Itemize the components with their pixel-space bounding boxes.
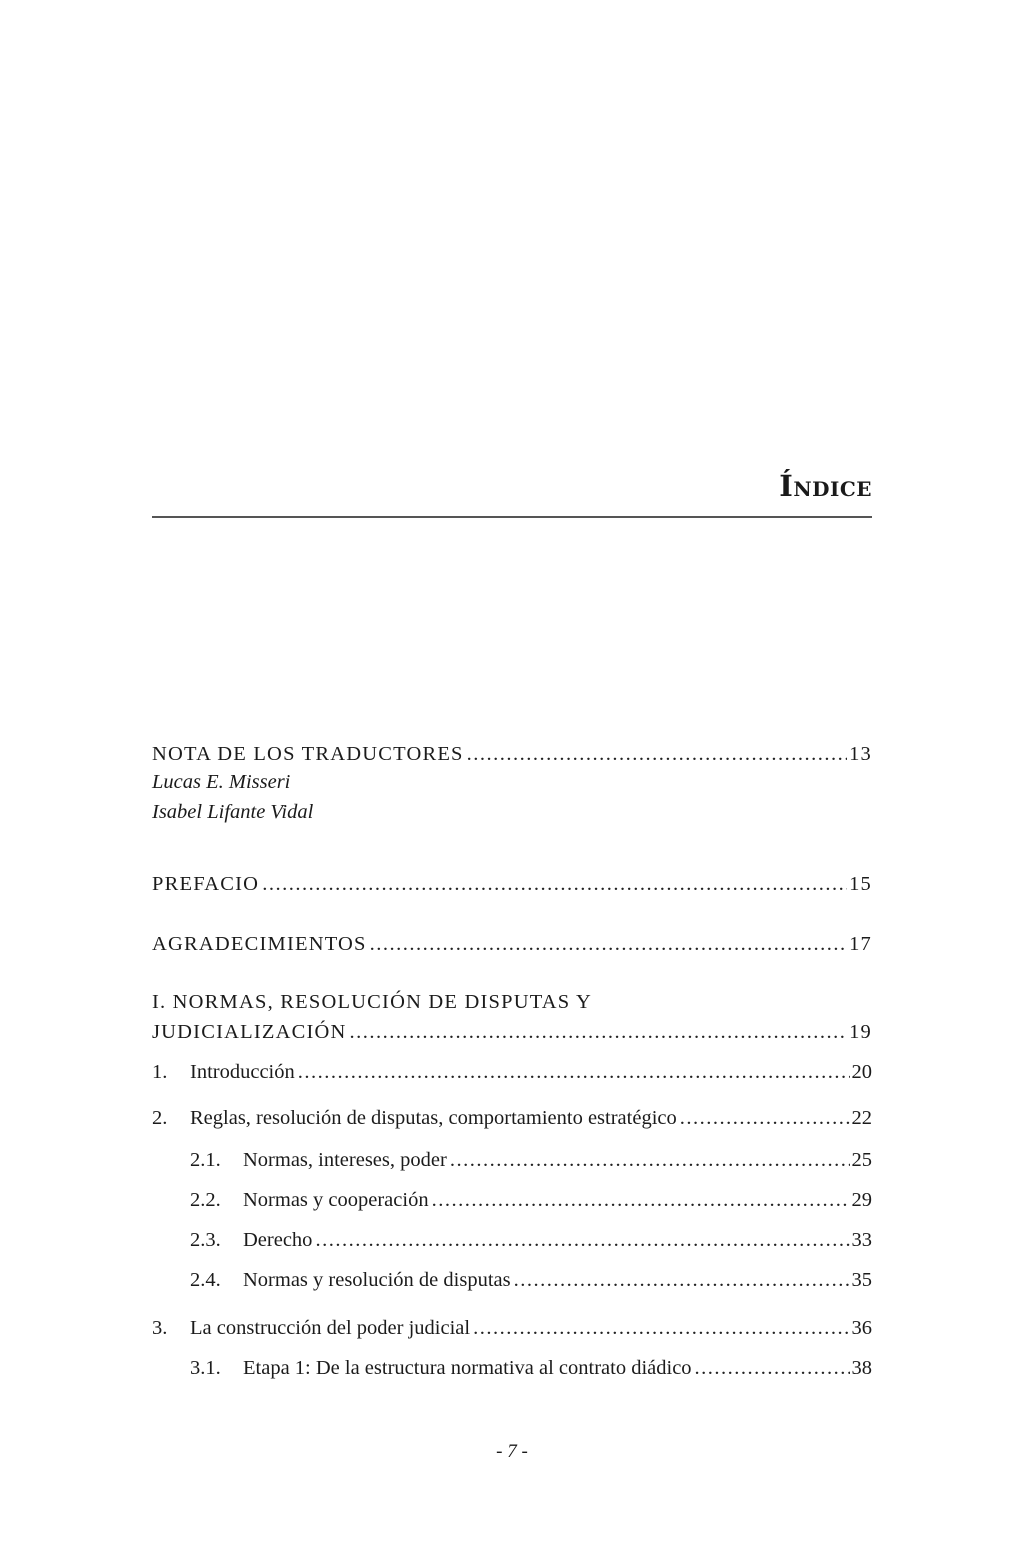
toc-entry-number: 2. — [152, 1107, 168, 1129]
toc-entry-page: 20 — [851, 1061, 872, 1083]
toc-entry-label: NOTA DE LOS TRADUCTORES — [152, 743, 464, 765]
toc-entry-label: Normas y cooperación — [243, 1189, 429, 1211]
toc-entry-page: 29 — [851, 1189, 872, 1211]
title-rule — [152, 516, 872, 518]
leader-dots — [514, 1266, 850, 1294]
leader-dots — [315, 1226, 849, 1254]
leader-dots — [432, 1186, 850, 1214]
toc-entry-label: Normas y resolución de disputas — [243, 1269, 511, 1291]
toc-entry-page: 25 — [851, 1149, 872, 1171]
toc-entry-s2-2[interactable] — [190, 1186, 872, 1214]
toc-entry-s1[interactable] — [152, 1058, 872, 1086]
toc-entry-page: 38 — [851, 1357, 872, 1379]
leader-dots — [695, 1354, 850, 1382]
toc-entry-s3[interactable] — [152, 1314, 872, 1342]
toc-entry-prefacio[interactable] — [152, 870, 872, 898]
toc-entry-number: 2.3. — [190, 1229, 221, 1251]
toc-entry-page: 19 — [849, 1021, 872, 1043]
toc-entry-s3-1[interactable] — [190, 1354, 872, 1382]
toc-entry-page: 17 — [849, 933, 872, 955]
toc-entry-label: Etapa 1: De la estructura normativa al contrato diádico — [243, 1357, 692, 1379]
page-title: Índice — [779, 469, 872, 503]
toc-entry-s2-3[interactable] — [190, 1226, 872, 1254]
toc-entry-label: Derecho — [243, 1229, 313, 1251]
toc-entry-number: 2.1. — [190, 1149, 221, 1171]
leader-dots — [473, 1314, 849, 1342]
toc-entry-label: JUDICIALIZACIÓN — [152, 1021, 347, 1043]
toc-entry-page: 36 — [851, 1317, 872, 1339]
toc-entry-agradecimientos[interactable] — [152, 930, 872, 958]
leader-dots — [298, 1058, 850, 1086]
toc-entry-number: 1. — [152, 1061, 168, 1083]
toc-entry-s2[interactable] — [152, 1104, 872, 1132]
author-name: Isabel Lifante Vidal — [152, 801, 314, 823]
toc-entry-label: PREFACIO — [152, 873, 260, 895]
toc-entry-s2-1[interactable] — [190, 1146, 872, 1174]
toc-entry-chapter1[interactable] — [152, 1018, 872, 1046]
toc-entry-page: 13 — [849, 743, 872, 765]
toc-entry-label: Reglas, resolución de disputas, comportamiento estratégico — [190, 1107, 677, 1129]
leader-dots — [370, 930, 847, 958]
page-number: - 7 - — [496, 1441, 528, 1462]
toc-entry-s2-4[interactable] — [190, 1266, 872, 1294]
author-name: Lucas E. Misseri — [152, 771, 291, 793]
leader-dots — [467, 740, 847, 768]
toc-entry-number: 2.2. — [190, 1189, 221, 1211]
toc-entry-page: 33 — [851, 1229, 872, 1251]
toc-entry-page: 15 — [849, 873, 872, 895]
toc-entry-label: Normas, intereses, poder — [243, 1149, 447, 1171]
toc-entry-label: Introducción — [190, 1061, 295, 1083]
toc-entry-label: La construcción del poder judicial — [190, 1317, 471, 1339]
leader-dots — [680, 1104, 850, 1132]
chapter-heading-line1[interactable]: I. NORMAS, RESOLUCIÓN DE DISPUTAS Y — [152, 991, 592, 1013]
toc-entry-page: 22 — [851, 1107, 872, 1129]
toc-entry-number: 3. — [152, 1317, 168, 1339]
leader-dots — [450, 1146, 850, 1174]
toc-entry-number: 2.4. — [190, 1269, 221, 1291]
toc-entry-page: 35 — [851, 1269, 872, 1291]
toc-entry-number: 3.1. — [190, 1357, 221, 1379]
leader-dots — [262, 870, 847, 898]
toc-entry-label: AGRADECIMIENTOS — [152, 933, 367, 955]
toc-entry-nota[interactable] — [152, 740, 872, 768]
leader-dots — [350, 1018, 848, 1046]
